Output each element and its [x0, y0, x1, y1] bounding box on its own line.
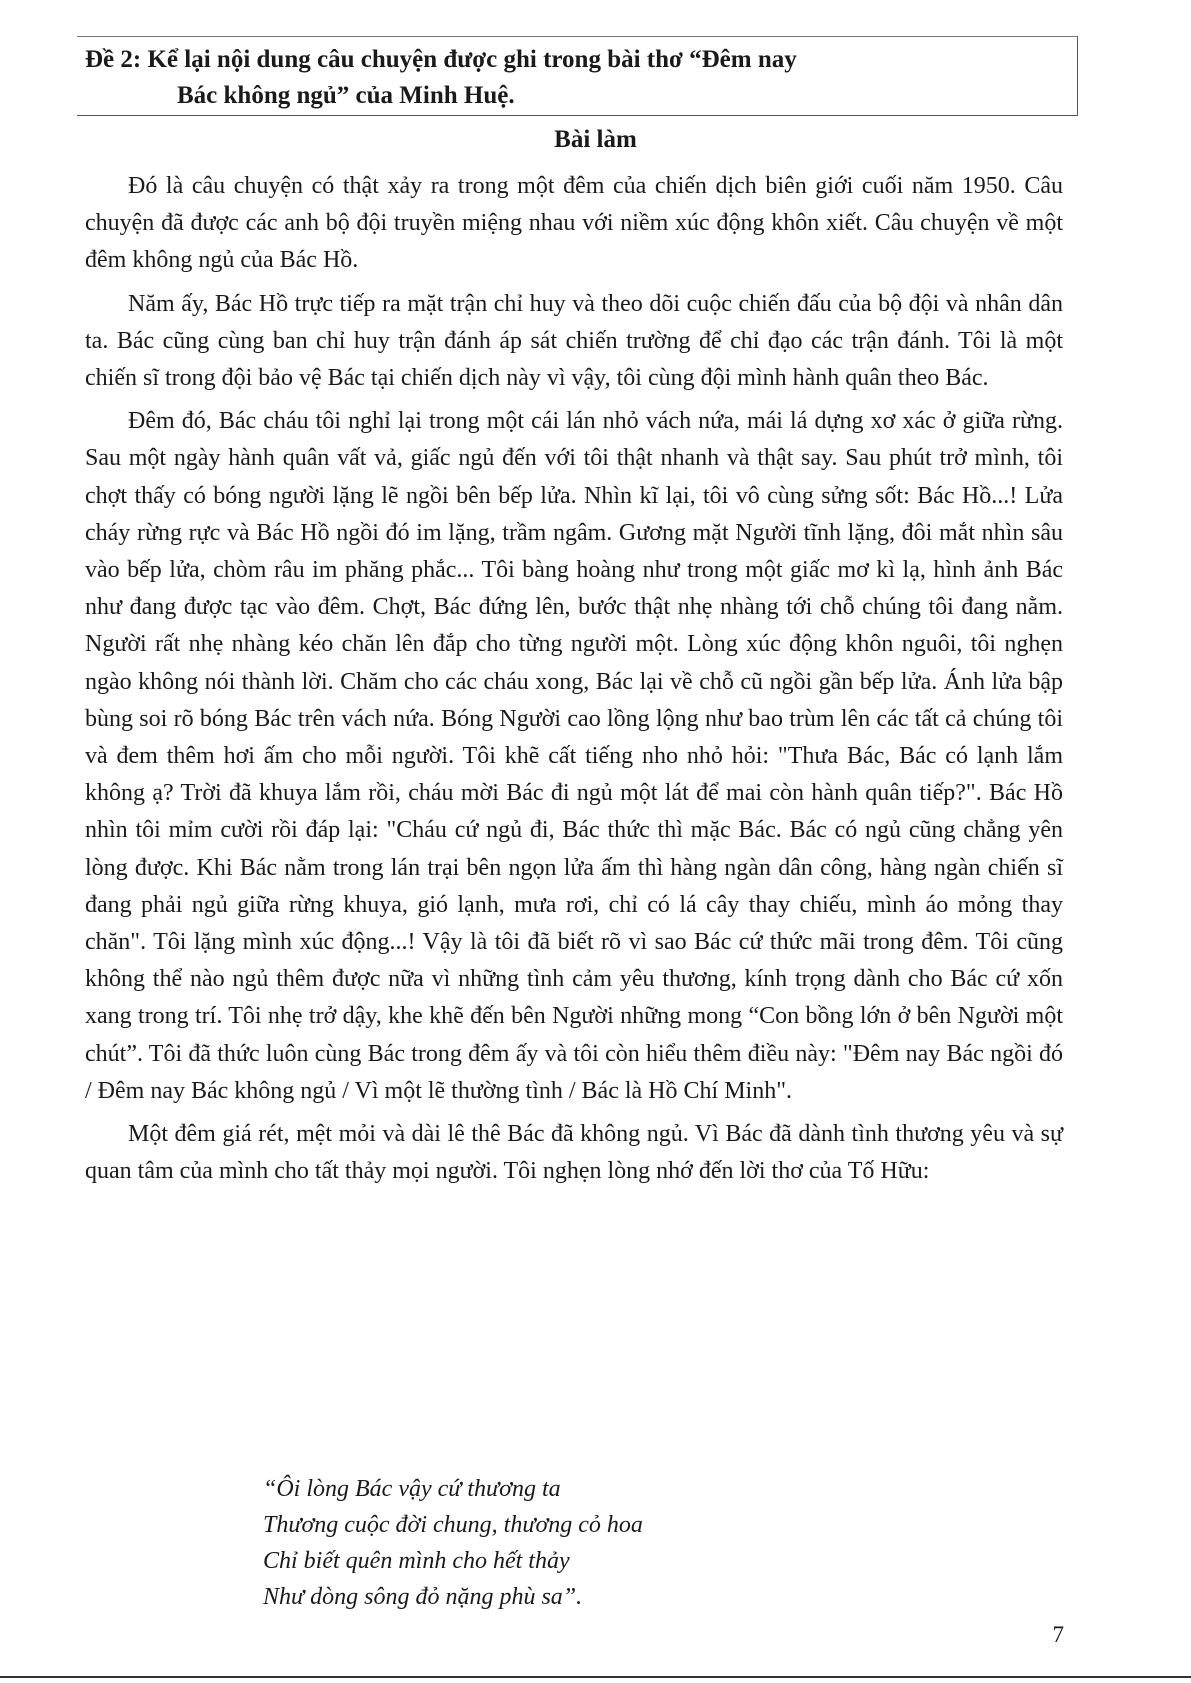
poem-line-1: “Ôi lòng Bác vậy cứ thương ta	[263, 1476, 561, 1502]
poem-line-4: Như dòng sông đỏ nặng phù sa”.	[263, 1584, 583, 1610]
assignment-heading-line-1: Đề 2: Kể lại nội dung câu chuyện được ghi trong bài thơ “Đêm nay	[85, 46, 797, 73]
poem-line-3: Chỉ biết quên mình cho hết thảy	[263, 1548, 570, 1574]
poem-line-2: Thương cuộc đời chung, thương cỏ hoa	[263, 1512, 643, 1538]
quoted-poem	[263, 1471, 643, 1615]
paragraph-2: Năm ấy, Bác Hồ trực tiếp ra mặt trận chỉ huy và theo dõi cuộc chiến đấu của bộ đội và nhân dân ta. Bác cũng cùng ban chỉ huy trận đánh áp sát chiến trường để chỉ đạo các trận đánh. Tôi là một chiến sĩ trong đội bảo vệ Bác tại chiến dịch này vì vậy, tôi cùng đội mình hành quân theo Bác.	[85, 290, 1063, 392]
page-number: 7	[1052, 1622, 1064, 1647]
essay-body	[85, 168, 1063, 1196]
bottom-divider	[0, 1676, 1191, 1678]
section-title: Bài làm	[554, 126, 637, 153]
assignment-heading-line-2: Bác không ngủ” của Minh Huệ.	[177, 82, 515, 109]
paragraph-4: Một đêm giá rét, mệt mỏi và dài lê thê Bác đã không ngủ. Vì Bác đã dành tình thương yêu và sự quan tâm của mình cho tất thảy mọi người. Tôi nghẹn lòng nhớ đến lời thơ của Tố Hữu:	[85, 1121, 1063, 1185]
assignment-heading	[85, 42, 1070, 114]
paragraph-3: Đêm đó, Bác cháu tôi nghỉ lại trong một cái lán nhỏ vách nứa, mái lá dựng xơ xác ở giữa rừng. Sau một ngày hành quân vất vả, giấc ngủ đến với tôi thật nhanh và thật say. Sau phút trở mình, tôi chợt thấy có bóng người lặng lẽ ngồi bên bếp lửa. Nhìn kĩ lại, tôi vô cùng sửng sốt: Bác Hồ...! Lửa cháy rừng rực và Bác Hồ ngồi đó im lặng, trầm ngâm. Gương mặt Người tĩnh lặng, đôi mắt nhìn sâu vào bếp lửa, chòm râu im phăng phắc... Tôi bàng hoàng như trong một giấc mơ kì lạ, hình ảnh Bác như đang được tạc vào đêm. Chợt, Bác đứng lên, bước thật nhẹ nhàng tới chỗ chúng tôi đang nằm. Người rất nhẹ nhàng kéo chăn lên đắp cho từng người một. Lòng xúc động khôn nguôi, tôi nghẹn ngào không nói thành lời. Chăm cho các cháu xong, Bác lại về chỗ cũ ngồi gần bếp lửa. Ánh lửa bập bùng soi rõ bóng Bác trên vách nứa. Bóng Người cao lồng lộng như bao trùm lên các tất cả chúng tôi và đem thêm hơi ấm cho mỗi người. Tôi khẽ cất tiếng nho nhỏ hỏi: "Thưa Bác, Bác có lạnh lắm không ạ? Trời đã khuya lắm rồi, cháu mời Bác đi ngủ một lát để mai còn hành quân tiếp?". Bác Hồ nhìn tôi mỉm cười rồi đáp lại: "Cháu cứ ngủ đi, Bác thức thì mặc Bác. Bác có ngủ cũng chẳng yên lòng được. Khi Bác nằm trong lán trại bên ngọn lửa ấm thì hàng ngàn dân công, hàng ngàn chiến sĩ đang phải ngủ giữa rừng khuya, gió lạnh, mưa rơi, chỉ có lá cây thay chiếu, mình áo mỏng thay chăn". Tôi lặng mình xúc động...! Vậy là tôi đã biết rõ vì sao Bác cứ thức mãi trong đêm. Tôi cũng không thể nào ngủ thêm được nữa vì những tình cảm yêu thương, kính trọng dành cho Bác cứ xốn xang trong trí. Tôi nhẹ trở dậy, khe khẽ đến bên Người những mong “Con bồng lớn ở bên Người một chút”. Tôi đã thức luôn cùng Bác trong đêm ấy và tôi còn hiểu thêm điều này: "Đêm nay Bác ngồi đó / Đêm nay Bác không ngủ / Vì một lẽ thường tình / Bác là Hồ Chí Minh".	[85, 408, 1063, 1104]
paragraph-1: Đó là câu chuyện có thật xảy ra trong một đêm của chiến dịch biên giới cuối năm 1950. Câu chuyện đã được các anh bộ đội truyền miệng nhau với niềm xúc động khôn xiết. Câu chuyện về một đêm không ngủ của Bác Hồ.	[85, 173, 1063, 274]
